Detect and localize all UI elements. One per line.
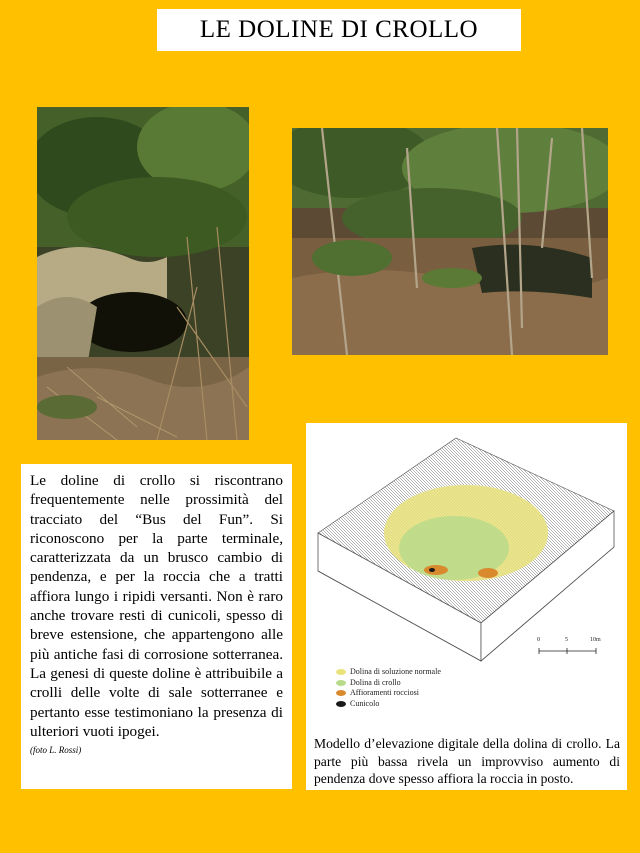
model-legend <box>336 667 441 709</box>
elevation-model-panel <box>306 423 627 790</box>
legend-label: Affioramenti rocciosi <box>350 688 419 697</box>
scale-bar <box>534 637 604 657</box>
legend-label: Dolina di soluzione normale <box>350 667 441 676</box>
doline-entrance-photo <box>37 107 249 440</box>
legend-item <box>336 678 441 689</box>
legend-item <box>336 699 441 710</box>
scale-end: 10m <box>590 637 601 643</box>
page-title: LE DOLINE DI CROLLO <box>157 9 521 51</box>
legend-item <box>336 688 441 699</box>
legend-swatch <box>336 701 346 707</box>
photo-credit: (foto L. Rossi) <box>30 745 82 756</box>
description-panel <box>21 464 292 789</box>
elevation-model-figure <box>306 423 627 733</box>
description-text: Le doline di crollo si riscontrano frequentemente nelle prossimità del tracciato del “Bus del Fun”. Si riconoscono per la parte terminale, caratterizzata da un brusco cambio di pendenza, e per la roccia che a tratti affiora lungo i ripidi versanti. Non è raro anche trovare resti di cunicoli, spesso di breve estensione, che appartengono alle più antiche fasi di corrosione sotterranea. La genesi di queste doline è attribuibile a crolli delle volte di sale sotterranee e pertanto esse testimoniano la presenza di ulteriori vuoti ipogei. <box>30 472 283 740</box>
legend-swatch <box>336 690 346 696</box>
scale-mid: 5 <box>565 637 568 643</box>
legend-label: Dolina di crollo <box>350 677 401 687</box>
legend-item <box>336 667 441 678</box>
legend-label: Cunicolo <box>350 698 380 708</box>
scale-start: 0 <box>537 637 540 643</box>
wooded-slope-photo <box>292 128 608 355</box>
legend-swatch <box>336 669 346 675</box>
model-caption: Modello d’elevazione digitale della dolina di crollo. La parte più bassa rivela un improvviso aumento di pendenza dove spesso affiora la roccia in posto. <box>314 736 620 786</box>
legend-swatch <box>336 680 346 686</box>
